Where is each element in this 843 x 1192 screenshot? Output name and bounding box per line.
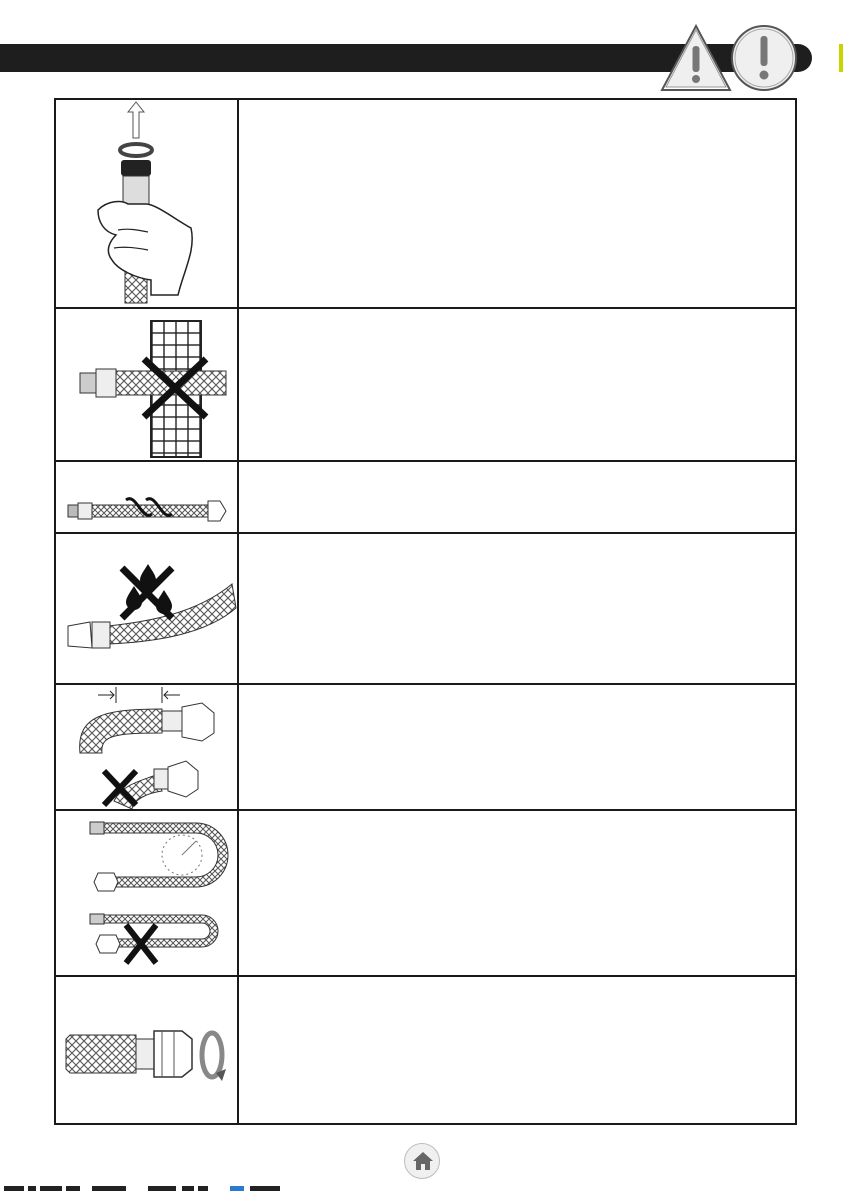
- side-tab-marker: [839, 44, 843, 72]
- footer-code-strip: [0, 1185, 300, 1192]
- instruction-row: [56, 977, 795, 1123]
- hose-tighten-nut-icon: [56, 977, 239, 1123]
- instruction-row: [56, 309, 795, 462]
- instruction-text: [239, 100, 795, 307]
- instruction-row: [56, 100, 795, 309]
- hose-through-wall-prohibited-icon: [56, 309, 239, 460]
- instruction-row: [56, 462, 795, 534]
- instruction-text: [239, 534, 795, 683]
- hose-twisted-icon: [56, 462, 239, 532]
- instruction-text: [239, 977, 795, 1123]
- hand-unscrew-hose-icon: [56, 100, 239, 307]
- warning-icons: [660, 22, 820, 94]
- instruction-row: [56, 534, 795, 685]
- instruction-text: [239, 685, 795, 809]
- home-button[interactable]: [404, 1143, 440, 1179]
- hose-bend-distance-icon: [56, 685, 239, 809]
- instruction-text: [239, 462, 795, 532]
- home-icon: [412, 1150, 434, 1172]
- instruction-row: [56, 811, 795, 977]
- instruction-table: [54, 98, 797, 1125]
- instruction-text: [239, 811, 795, 975]
- warning-triangle-icon: [662, 26, 730, 90]
- hose-bend-radius-icon: [56, 811, 239, 975]
- warning-circle-icon: [732, 26, 796, 90]
- instruction-text: [239, 309, 795, 460]
- hose-no-oil-contact-icon: [56, 534, 239, 683]
- instruction-row: [56, 685, 795, 811]
